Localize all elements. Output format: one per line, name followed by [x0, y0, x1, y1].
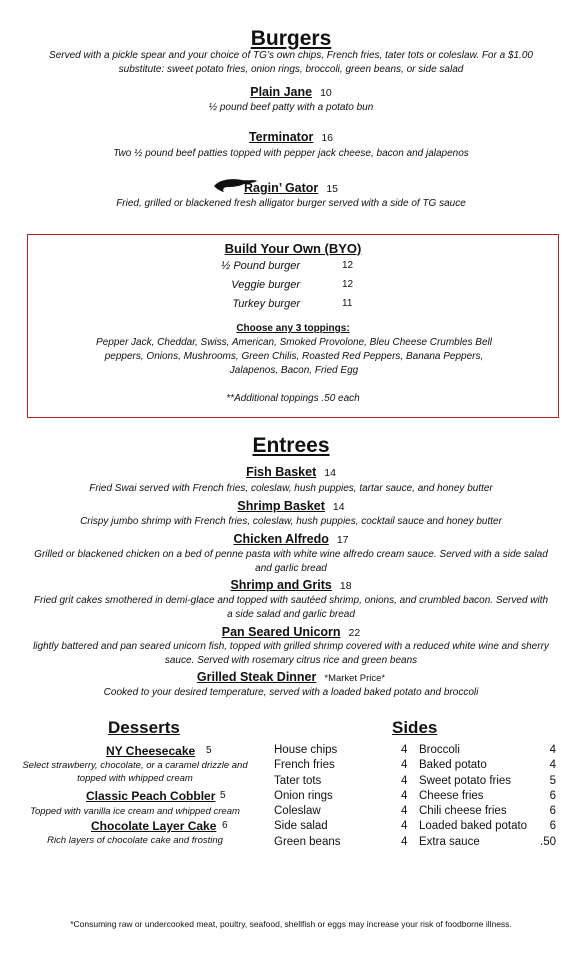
- dessert-item-price: 5: [220, 790, 226, 801]
- dessert-item-description: Rich layers of chocolate cake and frosting: [47, 835, 223, 846]
- side-item-price: 4: [401, 774, 408, 787]
- item-name: Pan Seared Unicorn: [221, 625, 341, 639]
- dessert-item-description: Select strawberry, chocolate, or a caramel drizzle and topped with whipped cream: [22, 760, 248, 784]
- sides-right-prices: [520, 743, 556, 850]
- byo-toppings: Pepper Jack, Cheddar, Swiss, American, Smoked Provolone, Bleu Cheese Crumbles Bell peppers, Onions, Mushrooms, Green Chilis, Roasted Red Peppers, Banana Peppers, Jalapenos, Bacon, Fried Egg: [96, 337, 492, 376]
- item-name: Ragin’ Gator: [243, 181, 319, 195]
- byo-option-price: 11: [342, 298, 353, 309]
- side-item-name: Onion rings: [274, 789, 333, 802]
- byo-option-price: 12: [342, 279, 354, 290]
- dessert-item-name: Chocolate Layer Cake: [91, 819, 217, 833]
- dessert-item-name: NY Cheesecake: [106, 744, 196, 758]
- byo-option-name: Veggie burger: [231, 279, 300, 291]
- item-description: lightly battered and pan seared unicorn fish, topped with grilled shrimp covered with a reduced white wine and sherry sauce. Served with rosemary citrus rice and green beans: [33, 641, 549, 666]
- side-item-price: 4: [401, 835, 408, 848]
- side-item-price: 4: [401, 820, 408, 833]
- menu-item-ragin-gator: [0, 181, 582, 195]
- side-item-price: 6: [549, 820, 556, 833]
- dessert-item-description: Topped with vanilla ice cream and whipped cream: [30, 806, 240, 817]
- item-price: *Market Price*: [324, 673, 386, 684]
- menu-item-shrimp-basket: [0, 499, 582, 513]
- item-price: 14: [324, 467, 336, 479]
- byo-title: Build Your Own (BYO): [224, 241, 362, 256]
- item-name: Shrimp and Grits: [230, 578, 332, 592]
- side-item-price: 4: [401, 789, 408, 802]
- menu-item-chicken-alfredo: [0, 532, 582, 546]
- item-description: ½ pound beef patty with a potato bun: [208, 102, 374, 113]
- side-item-name: Coleslaw: [274, 805, 321, 818]
- side-item-price: .50: [540, 835, 556, 848]
- item-description: Fried, grilled or blackened fresh alligator burger served with a side of TG sauce: [116, 198, 466, 209]
- burgers-heading: Burgers: [250, 27, 332, 50]
- entrees-heading: Entrees: [252, 434, 330, 457]
- byo-additional-note: **Additional toppings .50 each: [226, 393, 360, 404]
- item-description: Fried grit cakes smothered in demi-glace and topped with sautéed shrimp, onions, and crumbled bacon. Served with a side salad and garlic bread: [33, 595, 549, 620]
- side-item-name: Cheese fries: [419, 789, 484, 802]
- side-item-name: Chili cheese fries: [419, 805, 507, 818]
- build-your-own-box: [27, 234, 559, 418]
- item-description: Fried Swai served with French fries, coleslaw, hush puppies, tartar sauce, and honey butter: [89, 483, 493, 494]
- item-price: 22: [348, 627, 361, 639]
- side-item-name: Green beans: [274, 835, 341, 848]
- dessert-item-price: 6: [222, 820, 228, 831]
- item-name: Grilled Steak Dinner: [196, 670, 317, 684]
- menu-item-grilled-steak-dinner: [0, 670, 582, 684]
- foodborne-illness-footnote: *Consuming raw or undercooked meat, poultry, seafood, shellfish or eggs may increase your risk of foodborne illness.: [70, 919, 512, 929]
- item-name: Plain Jane: [250, 85, 313, 99]
- item-name: Fish Basket: [246, 465, 317, 479]
- menu-item-pan-seared-unicorn: [0, 625, 582, 639]
- side-item-price: 5: [549, 774, 556, 787]
- item-name: Chicken Alfredo: [233, 532, 329, 546]
- sides-heading: Sides: [392, 718, 438, 737]
- item-name: Terminator: [248, 130, 314, 144]
- item-price: 18: [339, 580, 352, 592]
- item-description: Two ½ pound beef patties topped with pepper jack cheese, bacon and jalapenos: [113, 148, 469, 159]
- sides-right-names: [419, 743, 527, 850]
- side-item-name: Side salad: [274, 820, 328, 833]
- side-item-name: French fries: [274, 759, 335, 772]
- side-item-price: 4: [401, 744, 408, 756]
- side-item-price: 4: [549, 744, 556, 756]
- sides-left-prices: [401, 743, 407, 850]
- side-item-name: Loaded baked potato: [419, 820, 528, 833]
- item-price: 16: [321, 132, 334, 144]
- side-item-price: 6: [549, 805, 556, 818]
- byo-option-name: Turkey burger: [232, 298, 300, 310]
- menu-item-shrimp-and-grits: [0, 578, 582, 592]
- side-item-price: 4: [401, 805, 408, 818]
- side-item-price: 4: [401, 759, 408, 772]
- side-item-name: Broccoli: [419, 744, 460, 756]
- side-item-name: Tater tots: [274, 774, 322, 787]
- item-name: Shrimp Basket: [237, 499, 325, 513]
- item-description: Cooked to your desired temperature, served with a loaded baked potato and broccoli: [103, 687, 479, 698]
- desserts-heading: Desserts: [108, 718, 180, 737]
- side-item-price: 6: [549, 789, 556, 802]
- dessert-item-name: Classic Peach Cobbler: [86, 789, 216, 803]
- dessert-item-price: 5: [206, 745, 212, 756]
- menu-item-fish-basket: [0, 465, 582, 479]
- sides-left-names: [274, 743, 341, 850]
- burgers-intro: Served with a pickle spear and your choice of TG’s own chips, French fries, tater tots or coleslaw. For a $1.00 substitute: sweet potato fries, onion rings, broccoli, green beans, or side salad: [49, 50, 533, 75]
- item-price: 10: [320, 87, 332, 99]
- side-item-name: Extra sauce: [419, 835, 480, 848]
- item-description: Grilled or blackened chicken on a bed of penne pasta with white wine alfredo cream sauce. Served with a side salad and garlic bread: [34, 549, 548, 574]
- byo-option-price: 12: [342, 260, 354, 271]
- item-price: 14: [332, 501, 345, 513]
- side-item-name: Sweet potato fries: [419, 774, 512, 787]
- item-price: 15: [326, 183, 338, 195]
- menu-item-plain-jane: [0, 85, 582, 99]
- side-item-name: Baked potato: [419, 759, 487, 772]
- byo-choose-label: Choose any 3 toppings:: [236, 323, 350, 334]
- item-price: 17: [336, 534, 349, 546]
- side-item-price: 4: [549, 759, 556, 772]
- item-description: Crispy jumbo shrimp with French fries, coleslaw, hush puppies, cocktail sauce and honey butter: [80, 516, 502, 527]
- side-item-name: House chips: [274, 744, 338, 756]
- byo-option-name: ½ Pound burger: [221, 260, 300, 272]
- menu-item-terminator: [0, 130, 582, 144]
